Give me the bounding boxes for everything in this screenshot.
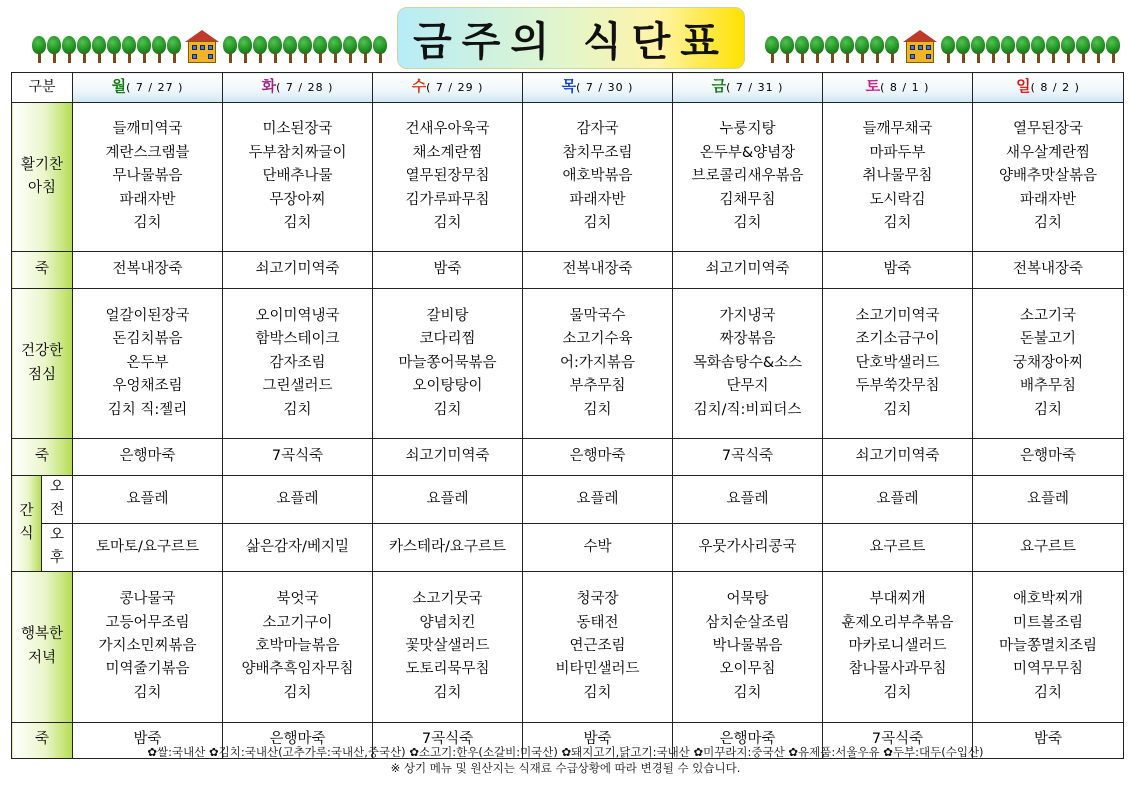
menu-cell — [823, 103, 973, 252]
menu-item: 김치 — [733, 215, 762, 232]
menu-cell — [73, 103, 223, 252]
menu-item: 계란스크램블 — [105, 144, 190, 161]
menu-item: 미소된장국 — [262, 121, 333, 138]
tree-icon — [765, 36, 779, 64]
menu-cell — [973, 103, 1124, 252]
tree-icon — [941, 36, 955, 64]
snack-cell: 요플레 — [973, 476, 1124, 524]
page-header — [0, 0, 1131, 72]
menu-item: 코다리찜 — [419, 331, 476, 348]
snack-cell: 요플레 — [523, 476, 673, 524]
menu-item: 북엇국 — [276, 591, 319, 608]
tree-icon — [238, 36, 252, 64]
menu-item: 들깨미역국 — [112, 121, 183, 138]
origin-note: ✿쌀:국내산 ✿김치:국내산(고추가루:국내산,중국산) ✿소고기:한우(소갈비:미국산) ✿돼지고기,닭고기:국내산 ✿미꾸라지:중국산 ✿유제품:서울우유 ✿두부:대두(수입산) — [147, 745, 984, 759]
menu-item: 가지냉국 — [719, 307, 776, 324]
snack-cell: 요플레 — [373, 476, 523, 524]
menu-cell — [373, 289, 523, 439]
porridge-cell: 전복내장죽 — [523, 252, 673, 289]
tree-icon — [1106, 36, 1120, 64]
tree-icon — [62, 36, 76, 64]
lunch-label: 건강한 점심 — [12, 289, 73, 439]
menu-item: 김치 — [133, 684, 162, 701]
tree-icon — [1091, 36, 1105, 64]
tree-icon — [971, 36, 985, 64]
porridge-cell: 밤죽 — [973, 722, 1124, 758]
day-header — [973, 73, 1124, 103]
menu-item: 배추무침 — [1019, 378, 1077, 395]
menu-item: 목화솜탕수&소스 — [692, 354, 803, 371]
tree-icon — [137, 36, 151, 64]
snack-am-label: 오 전 — [42, 476, 73, 524]
menu-item: 마늘쫑어묵볶음 — [398, 354, 497, 371]
porridge-cell: 쇠고기미역죽 — [223, 252, 373, 289]
menu-item: 감자국 — [576, 121, 619, 138]
menu-item: 그린샐러드 — [262, 378, 333, 395]
menu-item: 갈비탕 — [426, 307, 469, 324]
footer — [0, 744, 1131, 776]
menu-cell — [823, 571, 973, 722]
snack-cell: 요플레 — [223, 476, 373, 524]
day-date: ( 7 / 29 ) — [426, 81, 484, 95]
menu-item: 김가루파무침 — [405, 191, 490, 208]
porridge-cell: 밤죽 — [373, 252, 523, 289]
menu-item: 온두부 — [126, 354, 169, 371]
menu-item: 무나물볶음 — [112, 168, 183, 185]
porridge-cell: 전복내장죽 — [973, 252, 1124, 289]
menu-item: 누룽지탕 — [719, 121, 776, 138]
menu-item: 김치/직:비피더스 — [693, 401, 802, 418]
menu-item: 단배추나물 — [262, 168, 333, 185]
menu-item: 돈김치볶음 — [112, 331, 183, 348]
menu-item: 고등어무조림 — [105, 614, 190, 631]
menu-item: 채소계란찜 — [412, 144, 483, 161]
day-date: ( 8 / 2 ) — [1030, 81, 1080, 95]
menu-cell — [223, 103, 373, 252]
tree-icon — [855, 36, 869, 64]
menu-item: 김치 — [283, 215, 312, 232]
menu-item: 오이탕탕이 — [412, 378, 483, 395]
menu-cell — [673, 289, 823, 439]
menu-item: 들깨무채국 — [862, 121, 933, 138]
menu-cell — [973, 571, 1124, 722]
day-date: ( 7 / 31 ) — [726, 81, 784, 95]
menu-item: 비타민샐러드 — [555, 661, 640, 678]
tree-icon — [268, 36, 282, 64]
day-header — [73, 73, 223, 103]
menu-item: 김치 — [583, 684, 612, 701]
menu-item: 김치 — [883, 684, 912, 701]
tree-icon — [1061, 36, 1075, 64]
tree-icon — [32, 36, 46, 64]
tree-icon — [810, 36, 824, 64]
dinner-label: 행복한 저녁 — [12, 571, 73, 722]
menu-item: 열무된장국 — [1012, 121, 1084, 138]
porridge-label: 죽 — [12, 722, 73, 758]
day-date: ( 7 / 27 ) — [126, 81, 184, 95]
snack-cell: 우뭇가사리콩국 — [673, 523, 823, 571]
day-name: 월 — [111, 77, 127, 96]
menu-item: 감자조림 — [269, 354, 326, 371]
tree-icon — [47, 36, 61, 64]
menu-cell — [523, 571, 673, 722]
menu-cell — [973, 289, 1124, 439]
tree-icon — [77, 36, 91, 64]
lunch-row — [12, 289, 1124, 439]
snack-cell: 수박 — [523, 523, 673, 571]
tree-icon — [780, 36, 794, 64]
day-header — [823, 73, 973, 103]
day-name: 토 — [865, 77, 881, 96]
tree-icon — [373, 36, 387, 64]
menu-item: 어:가지볶음 — [560, 354, 635, 371]
day-header — [223, 73, 373, 103]
menu-item: 건새우아욱국 — [405, 121, 490, 138]
menu-item: 브로콜리새우볶음 — [691, 168, 804, 185]
tree-icon — [885, 36, 899, 64]
menu-item: 김치 — [583, 215, 612, 232]
porridge-cell: 전복내장죽 — [73, 252, 223, 289]
snack-cell: 요구르트 — [973, 523, 1124, 571]
menu-cell — [373, 103, 523, 252]
porridge-cell: 쇠고기미역죽 — [673, 252, 823, 289]
menu-cell — [523, 289, 673, 439]
menu-item: 김치 — [733, 684, 762, 701]
menu-item: 함박스테이크 — [255, 331, 340, 348]
day-name: 일 — [1016, 77, 1031, 96]
menu-item: 파래자반 — [1019, 191, 1077, 208]
tree-icon — [343, 36, 357, 64]
tree-icon — [283, 36, 297, 64]
menu-item: 미트볼조림 — [1012, 614, 1084, 631]
menu-item: 조기소금구이 — [855, 331, 940, 348]
tree-icon — [92, 36, 106, 64]
menu-item: 참나물사과무침 — [848, 661, 947, 678]
porridge-cell: 7곡식죽 — [223, 439, 373, 476]
menu-item: 김치 — [283, 684, 312, 701]
breakfast-label: 활기찬 아침 — [12, 103, 73, 252]
day-header — [673, 73, 823, 103]
menu-item: 연근조림 — [569, 637, 626, 654]
menu-item: 소고기구이 — [262, 614, 333, 631]
snack-am-row — [12, 476, 1124, 524]
menu-item: 참치무조림 — [562, 144, 633, 161]
day-date: ( 7 / 28 ) — [276, 81, 334, 95]
house-icon — [185, 30, 219, 64]
snack-pm-label: 오 후 — [42, 523, 73, 571]
menu-item: 얼갈이된장국 — [105, 307, 190, 324]
tree-icon — [358, 36, 372, 64]
menu-item: 오이미역냉국 — [255, 307, 340, 324]
menu-item: 단호박샐러드 — [855, 354, 940, 371]
menu-item: 두부쑥갓무침 — [855, 378, 940, 395]
menu-item: 취나물무침 — [862, 168, 933, 185]
tree-icon — [825, 36, 839, 64]
menu-item: 열무된장무침 — [405, 168, 490, 185]
menu-item: 소고기미역국 — [855, 307, 940, 324]
menu-table — [11, 72, 1124, 759]
change-notice: ※ 상기 메뉴 및 원산지는 식재료 수급상황에 따라 변경될 수 있습니다. — [390, 761, 741, 775]
menu-item: 부추무침 — [569, 378, 626, 395]
snack-cell: 토마토/요구르트 — [73, 523, 223, 571]
day-header-row — [12, 73, 1124, 103]
menu-cell — [223, 289, 373, 439]
header-label: 구분 — [12, 73, 73, 103]
porridge-cell: 은행마죽 — [223, 722, 373, 758]
menu-item: 도토리묵무침 — [405, 661, 490, 678]
menu-item: 박나물볶음 — [712, 637, 783, 654]
menu-cell — [823, 289, 973, 439]
menu-item: 꽃맛살샐러드 — [405, 637, 490, 654]
day-date: ( 7 / 30 ) — [576, 81, 634, 95]
menu-item: 마늘쫑멸치조림 — [998, 637, 1098, 654]
porridge-cell: 밤죽 — [823, 252, 973, 289]
day-header — [523, 73, 673, 103]
porridge-cell: 은행마죽 — [673, 722, 823, 758]
menu-cell — [73, 289, 223, 439]
snack-cell: 카스테라/요구르트 — [373, 523, 523, 571]
menu-item: 김치 — [433, 401, 462, 418]
menu-item: 마카로니샐러드 — [848, 637, 947, 654]
menu-cell — [373, 571, 523, 722]
menu-cell — [673, 103, 823, 252]
decoration-right — [765, 30, 1120, 64]
menu-item: 콩나물국 — [119, 591, 176, 608]
day-header — [373, 73, 523, 103]
menu-item: 양념치킨 — [419, 614, 476, 631]
snack-cell: 요구르트 — [823, 523, 973, 571]
tree-icon — [840, 36, 854, 64]
snack-cell: 요플레 — [673, 476, 823, 524]
day-name: 수 — [411, 77, 427, 96]
porridge-label: 죽 — [12, 252, 73, 289]
tree-icon — [870, 36, 884, 64]
menu-item: 짜장볶음 — [719, 331, 776, 348]
menu-item: 김채무침 — [719, 191, 776, 208]
menu-item: 김치 — [583, 401, 612, 418]
tree-icon — [313, 36, 327, 64]
breakfast-row — [12, 103, 1124, 252]
porridge-cell: 쇠고기미역죽 — [373, 439, 523, 476]
menu-item: 미역줄기볶음 — [105, 661, 190, 678]
menu-item: 김치 — [1033, 401, 1062, 418]
menu-item: 김치 — [1033, 684, 1062, 701]
porridge-cell: 은행마죽 — [973, 439, 1124, 476]
tree-icon — [152, 36, 166, 64]
tree-icon — [1016, 36, 1030, 64]
porridge-cell: 밤죽 — [73, 722, 223, 758]
porridge-cell: 은행마죽 — [73, 439, 223, 476]
snack-cell: 삶은감자/베지밀 — [223, 523, 373, 571]
day-date: ( 8 / 1 ) — [880, 81, 930, 95]
menu-item: 부대찌개 — [869, 591, 926, 608]
menu-item: 애호박찌개 — [1012, 591, 1084, 608]
menu-item: 무장아찌 — [269, 191, 326, 208]
snack-label: 간 식 — [12, 476, 42, 572]
tree-icon — [253, 36, 267, 64]
tree-icon — [328, 36, 342, 64]
dinner-row — [12, 571, 1124, 722]
menu-cell — [673, 571, 823, 722]
menu-item: 양배추흑임자무침 — [241, 661, 354, 678]
tree-icon — [167, 36, 181, 64]
menu-cell — [73, 571, 223, 722]
house-icon — [903, 30, 937, 64]
menu-item: 삼치순살조림 — [705, 614, 790, 631]
decoration-left — [32, 30, 387, 64]
menu-item: 어묵탕 — [726, 591, 769, 608]
porridge-label: 죽 — [12, 439, 73, 476]
porridge-cell: 밤죽 — [523, 722, 673, 758]
menu-item: 소고기수육 — [562, 331, 633, 348]
tree-icon — [1001, 36, 1015, 64]
menu-cell — [223, 571, 373, 722]
menu-item: 김치 — [433, 215, 462, 232]
menu-item: 파래자반 — [569, 191, 626, 208]
day-name: 화 — [261, 77, 277, 96]
snack-cell: 요플레 — [73, 476, 223, 524]
menu-item: 소고기뭇국 — [412, 591, 483, 608]
day-name: 금 — [711, 77, 727, 96]
menu-item: 김치 — [883, 215, 912, 232]
menu-item: 우엉채조림 — [112, 378, 183, 395]
tree-icon — [795, 36, 809, 64]
breakfast-porridge-row — [12, 252, 1124, 289]
snack-pm-row — [12, 523, 1124, 571]
menu-item: 미역무무침 — [1012, 661, 1084, 678]
menu-item: 파래자반 — [119, 191, 176, 208]
menu-item: 김치 직:젤리 — [107, 401, 188, 418]
menu-item: 청국장 — [576, 591, 619, 608]
menu-item: 양배추맛살볶음 — [998, 168, 1098, 185]
tree-icon — [122, 36, 136, 64]
tree-icon — [298, 36, 312, 64]
menu-item: 새우살계란찜 — [1005, 144, 1091, 161]
menu-item: 애호박볶음 — [562, 168, 633, 185]
menu-item: 김치 — [283, 401, 312, 418]
snack-cell: 요플레 — [823, 476, 973, 524]
menu-item: 김치 — [433, 684, 462, 701]
tree-icon — [107, 36, 121, 64]
porridge-cell: 7곡식죽 — [823, 722, 973, 758]
menu-item: 두부참치짜글이 — [248, 144, 347, 161]
menu-cell — [523, 103, 673, 252]
menu-item: 훈제오리부추볶음 — [841, 614, 954, 631]
menu-item: 김치 — [1033, 215, 1062, 232]
menu-item: 돈불고기 — [1019, 331, 1077, 348]
page-title: 금주의 식단표 — [397, 7, 745, 69]
tree-icon — [986, 36, 1000, 64]
porridge-cell: 7곡식죽 — [373, 722, 523, 758]
menu-item: 김치 — [883, 401, 912, 418]
menu-item: 궁채장아찌 — [1012, 354, 1084, 371]
porridge-cell: 은행마죽 — [523, 439, 673, 476]
menu-item: 동태전 — [576, 614, 619, 631]
tree-icon — [1076, 36, 1090, 64]
menu-item: 소고기국 — [1019, 307, 1077, 324]
day-name: 목 — [561, 77, 577, 96]
menu-item: 가지소민찌볶음 — [98, 637, 197, 654]
tree-icon — [956, 36, 970, 64]
menu-item: 온두부&양념장 — [699, 144, 796, 161]
tree-icon — [1031, 36, 1045, 64]
tree-icon — [1046, 36, 1060, 64]
menu-item: 단무지 — [726, 378, 769, 395]
porridge-cell: 쇠고기미역죽 — [823, 439, 973, 476]
menu-item: 도시락김 — [869, 191, 926, 208]
tree-icon — [223, 36, 237, 64]
menu-item: 마파두부 — [869, 144, 926, 161]
lunch-porridge-row — [12, 439, 1124, 476]
porridge-cell: 7곡식죽 — [673, 439, 823, 476]
menu-item: 물막국수 — [569, 307, 626, 324]
menu-item: 호박마늘볶음 — [255, 637, 340, 654]
menu-item: 김치 — [133, 215, 162, 232]
menu-item: 오이무침 — [719, 661, 776, 678]
